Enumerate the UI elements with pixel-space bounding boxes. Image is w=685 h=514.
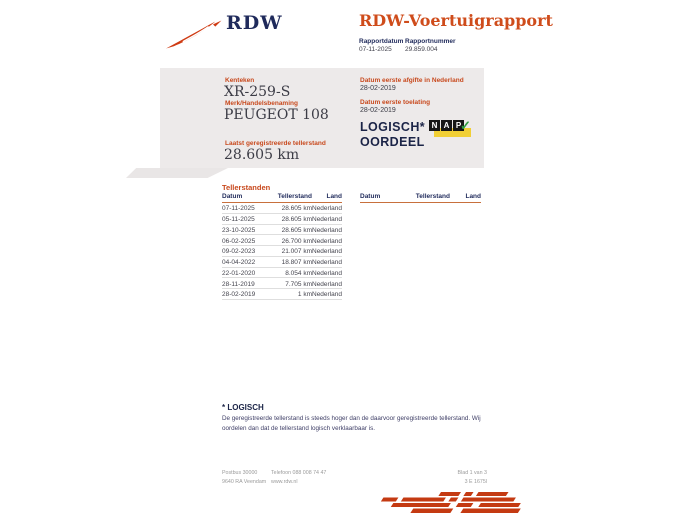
footer-website-link[interactable]: www.rdw.nl bbox=[271, 479, 298, 485]
afgifte-label: Datum eerste afgifte in Nederland bbox=[360, 77, 464, 84]
table-row bbox=[222, 246, 342, 257]
col-tellerstand: Tellerstand bbox=[277, 193, 312, 200]
report-date-value: 07-11-2025 bbox=[359, 46, 392, 53]
cell-tellerstand: 28.605 km bbox=[281, 205, 312, 213]
table-row bbox=[222, 289, 342, 300]
rdw-logo-text: RDW bbox=[226, 12, 283, 34]
col-datum: Datum bbox=[222, 193, 243, 200]
tellerstanden-table-right bbox=[360, 193, 481, 203]
cell-tellerstand: 1 km bbox=[297, 291, 312, 299]
oordeel-line2: OORDEEL bbox=[360, 135, 425, 149]
cell-land: Nederland bbox=[312, 291, 342, 299]
cell-tellerstand: 18.807 km bbox=[281, 259, 312, 267]
report-number-value: 29.859.004 bbox=[405, 46, 438, 53]
cell-land: Nederland bbox=[312, 248, 342, 256]
oordeel-line1: LOGISCH* bbox=[360, 120, 426, 134]
cell-tellerstand: 8.054 km bbox=[285, 269, 312, 277]
cell-tellerstand: 28.605 km bbox=[281, 226, 312, 234]
col-tellerstand: Tellerstand bbox=[415, 193, 450, 200]
nap-check-icon: ✓ bbox=[460, 118, 471, 133]
footnote-text: De geregistreerde tellerstand is steeds hoger dan de daarvoor geregistreerde tellerstand. Wij oordelen dan dat de tellerstand logisch verklaarbaar is. bbox=[222, 415, 481, 432]
cell-land: Nederland bbox=[312, 205, 342, 213]
cell-land: Nederland bbox=[312, 226, 342, 234]
cell-tellerstand: 7.705 km bbox=[285, 280, 312, 288]
nap-logo bbox=[429, 120, 475, 140]
cell-datum: 07-11-2025 bbox=[222, 205, 255, 213]
toelating-value: 28-02-2019 bbox=[360, 107, 396, 114]
table-row bbox=[222, 225, 342, 236]
cell-datum: 09-02-2023 bbox=[222, 248, 256, 256]
table-header bbox=[360, 193, 481, 203]
cell-land: Nederland bbox=[312, 280, 342, 288]
cell-land: Nederland bbox=[312, 269, 342, 277]
col-land: Land bbox=[465, 193, 481, 200]
cell-land: Nederland bbox=[312, 237, 342, 245]
nap-letter-a: A bbox=[441, 120, 452, 131]
footer-phone: Telefoon 088 008 74 47 bbox=[271, 470, 327, 476]
laatste-tellerstand-value: 28.605 km bbox=[224, 147, 300, 163]
tellerstanden-rows bbox=[222, 203, 342, 300]
table-row bbox=[222, 257, 342, 268]
table-row bbox=[222, 278, 342, 289]
footnote-title: * LOGISCH bbox=[222, 403, 264, 412]
table-row bbox=[222, 268, 342, 279]
footer-form-code: 3 E 1675l bbox=[464, 479, 487, 485]
cell-datum: 05-11-2025 bbox=[222, 215, 255, 223]
kenteken-value: XR-259-S bbox=[224, 84, 291, 100]
nap-letter-n: N bbox=[429, 120, 440, 131]
cell-land: Nederland bbox=[312, 215, 342, 223]
toelating-label: Datum eerste toelating bbox=[360, 99, 431, 106]
merk-value: PEUGEOT 108 bbox=[224, 107, 329, 123]
cell-datum: 23-10-2025 bbox=[222, 226, 256, 234]
cell-datum: 28-02-2019 bbox=[222, 291, 256, 299]
nap-letter-p: P bbox=[453, 120, 464, 131]
report-number-label: Rapportnummer bbox=[405, 38, 456, 45]
afgifte-value: 28-02-2019 bbox=[360, 85, 396, 92]
laatste-tellerstand-label: Laatst geregistreerde tellerstand bbox=[225, 140, 326, 147]
cell-land: Nederland bbox=[312, 259, 342, 267]
cell-datum: 04-04-2022 bbox=[222, 259, 256, 267]
footer-address-line2: 9640 RA Veendam bbox=[222, 479, 267, 485]
cell-datum: 06-02-2025 bbox=[222, 237, 256, 245]
cell-tellerstand: 28.605 km bbox=[281, 215, 312, 223]
footer-address-line1: Postbus 30000 bbox=[222, 470, 258, 476]
cell-datum: 22-01-2020 bbox=[222, 269, 256, 277]
summary-box-tail bbox=[126, 168, 228, 178]
cell-tellerstand: 21.007 km bbox=[281, 248, 312, 256]
tellerstanden-table-left bbox=[222, 193, 342, 300]
page-title: RDW-Voertuigrapport bbox=[359, 11, 553, 30]
rdw-logo-swoosh-icon bbox=[166, 20, 222, 50]
col-datum: Datum bbox=[360, 193, 381, 200]
cell-tellerstand: 26.700 km bbox=[281, 237, 312, 245]
table-header bbox=[222, 193, 342, 203]
table-row bbox=[222, 203, 342, 214]
rdw-stripes-graphic-icon bbox=[366, 492, 526, 514]
col-land: Land bbox=[326, 193, 342, 200]
merk-label: Merk/Handelsbenaming bbox=[225, 100, 298, 107]
oordeel-badge bbox=[360, 120, 425, 150]
footer-page-number: Blad 1 van 3 bbox=[457, 470, 487, 476]
kenteken-label: Kenteken bbox=[225, 77, 255, 84]
table-row bbox=[222, 235, 342, 246]
cell-datum: 28-11-2019 bbox=[222, 280, 255, 288]
tellerstanden-title: Tellerstanden bbox=[222, 183, 271, 192]
table-row bbox=[222, 214, 342, 225]
report-date-label: Rapportdatum bbox=[359, 38, 404, 45]
